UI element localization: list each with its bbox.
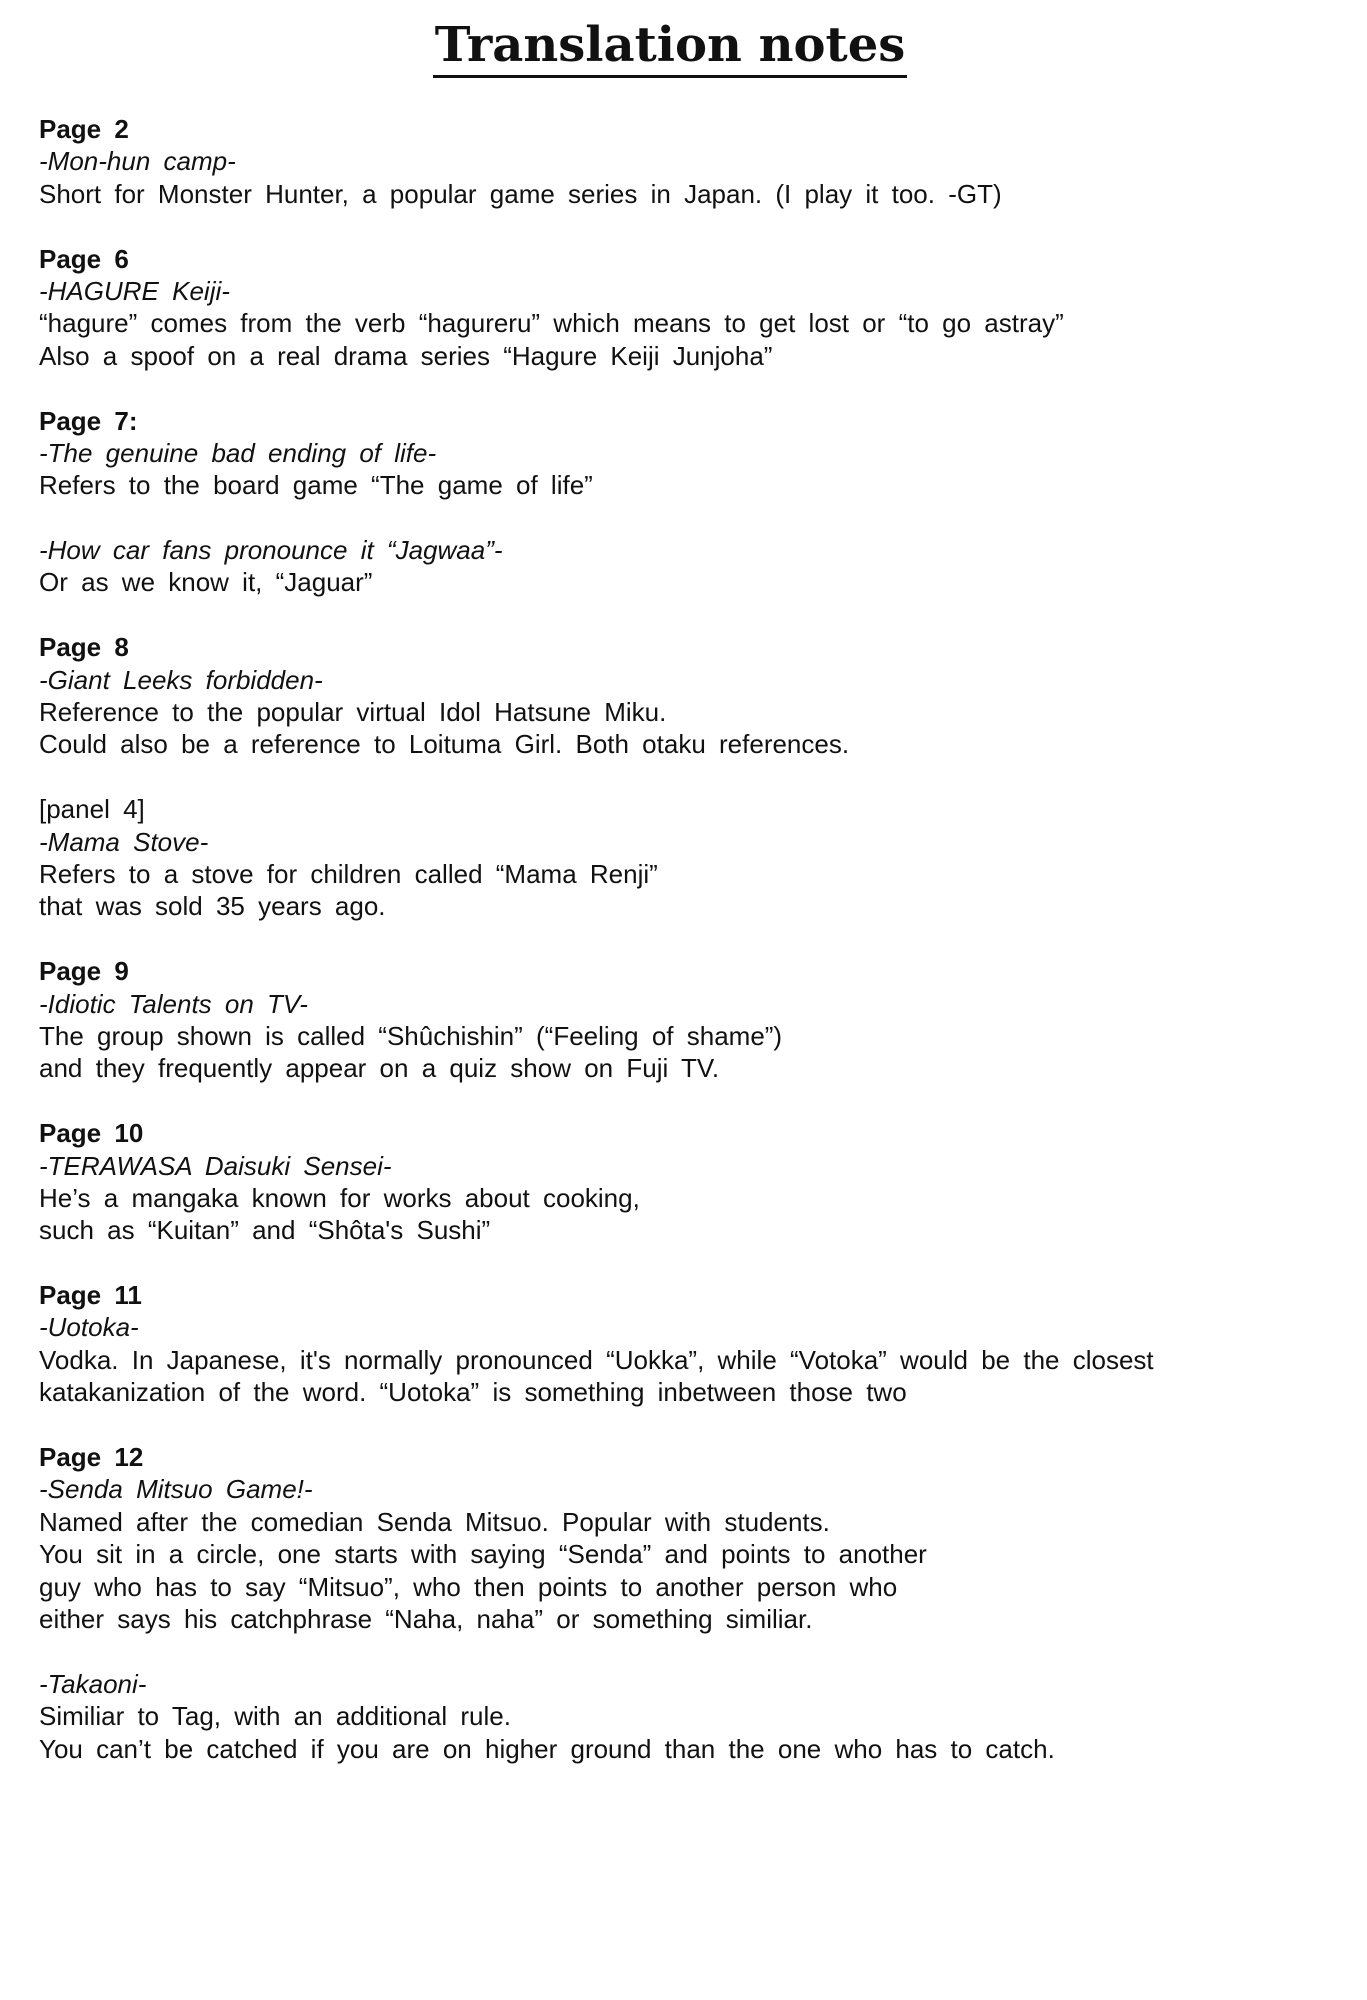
- translation-notes-body: [39, 113, 1339, 1765]
- note-text: You sit in a circle, one starts with saying “Senda” and points to another: [39, 1539, 927, 1570]
- note-term: -TERAWASA Daisuki Sensei-: [39, 1150, 392, 1181]
- note-text: guy who has to say “Mitsuo”, who then points to another person who: [39, 1571, 898, 1602]
- note-text: either says his catchphrase “Naha, naha” or something similiar.: [39, 1603, 813, 1634]
- note-text: Refers to the board game “The game of life”: [39, 470, 593, 501]
- note-text: Also a spoof on a real drama series “Hagure Keiji Junjoha”: [39, 340, 773, 371]
- note-term: -Mon-hun camp-: [39, 146, 236, 177]
- note-text: katakanization of the word. “Uotoka” is something inbetween those two: [39, 1377, 907, 1408]
- note-text: Or as we know it, “Jaguar”: [39, 567, 373, 598]
- paragraph-gap: [39, 1085, 1339, 1117]
- paragraph-gap: [39, 1247, 1339, 1279]
- note-term: -Senda Mitsuo Game!-: [39, 1474, 313, 1505]
- page-heading: Page 2: [39, 114, 129, 144]
- paragraph-gap: [39, 210, 1339, 242]
- paragraph-gap: [39, 923, 1339, 955]
- note-text: He’s a mangaka known for works about cooking,: [39, 1182, 640, 1213]
- paragraph-gap: [39, 599, 1339, 631]
- note-text: that was sold 35 years ago.: [39, 891, 386, 922]
- note-term: -The genuine bad ending of life-: [39, 437, 437, 468]
- paragraph-gap: [39, 372, 1339, 404]
- note-text: Could also be a reference to Loituma Girl. Both otaku references.: [39, 729, 850, 760]
- paragraph-gap: [39, 1409, 1339, 1441]
- note-term: -HAGURE Keiji-: [39, 275, 230, 306]
- paragraph-gap: [39, 761, 1339, 793]
- page-title: [0, 14, 1340, 78]
- page-heading: Page 7:: [39, 405, 138, 436]
- note-text: The group shown is called “Shûchishin” (“Feeling of shame”): [39, 1020, 783, 1051]
- note-text: such as “Kuitan” and “Shôta's Sushi”: [39, 1215, 491, 1246]
- page-heading: Page 12: [39, 1442, 144, 1473]
- page-heading: Page 9: [39, 956, 129, 987]
- note-term: -How car fans pronounce it “Jagwaa”-: [39, 535, 503, 566]
- page-heading: Page 10: [39, 1118, 144, 1149]
- note-term: -Takaoni-: [39, 1668, 147, 1699]
- page-heading: Page 8: [39, 632, 129, 663]
- paragraph-gap: [39, 502, 1339, 534]
- note-term: -Idiotic Talents on TV-: [39, 988, 308, 1019]
- note-text: You can’t be catched if you are on higher ground than the one who has to catch.: [39, 1733, 1055, 1764]
- page-heading: Page 6: [39, 243, 129, 274]
- note-term: -Giant Leeks forbidden-: [39, 664, 323, 695]
- note-text: Reference to the popular virtual Idol Hatsune Miku.: [39, 697, 667, 728]
- note-text: Similiar to Tag, with an additional rule.: [39, 1701, 511, 1732]
- page-title-text: Translation notes: [433, 17, 908, 78]
- paragraph-gap: [39, 1635, 1339, 1667]
- note-text: Short for Monster Hunter, a popular game series in Japan. (I play it too. -GT): [39, 178, 1002, 209]
- note-text: Named after the comedian Senda Mitsuo. Popular with students.: [39, 1506, 830, 1537]
- note-term: -Uotoka-: [39, 1312, 139, 1343]
- note-text: Refers to a stove for children called “Mama Renji”: [39, 858, 658, 889]
- note-text: [panel 4]: [39, 794, 145, 825]
- note-text: Vodka. In Japanese, it's normally pronounced “Uokka”, while “Votoka” would be the closest: [39, 1344, 1154, 1375]
- note-term: -Mama Stove-: [39, 826, 209, 857]
- note-text: and they frequently appear on a quiz show on Fuji TV.: [39, 1053, 720, 1084]
- page-heading: Page 11: [39, 1280, 142, 1311]
- note-text: “hagure” comes from the verb “hagureru” which means to get lost or “to go astray”: [39, 308, 1064, 339]
